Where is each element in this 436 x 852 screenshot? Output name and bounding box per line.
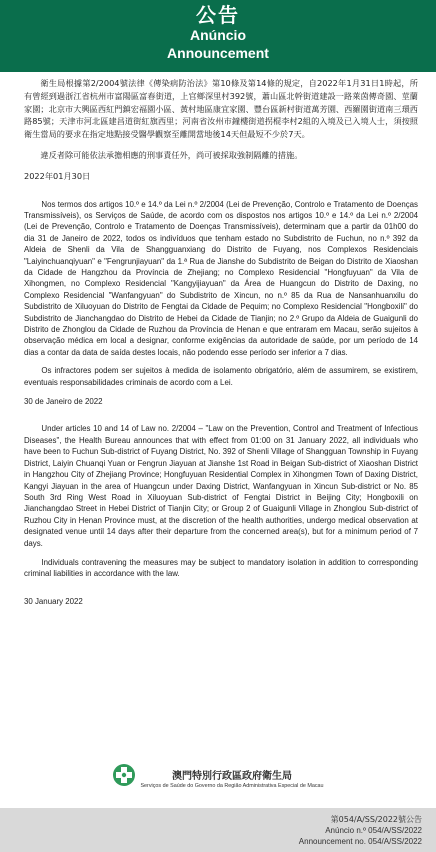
health-bureau-logo-block: [0, 763, 436, 792]
portuguese-paragraph-1: Nos termos dos artigos 10.º e 14.º da Lei n.º 2/2004 (Lei de Prevenção, Controlo e Tratamento de Doenças Transmissíveis), os Serviços de Saúde, de acordo com os dispostos nos artigos 10.º e 14.º da Lei n.º 2/2004 (Lei de Prevenção, Controlo e Tratamento de Doenças Transmissíveis), determinam que a partir da 01h00 do dia 31 de Janeiro de 2022, todos os indivíduos que tenham estado no Subdistrito de Fuchun, no n.º 392 da Aldeia de Shenli da Vila de Shangguanxiang do Distrito de Fuyang, nos Complexos Residenciais "Laiyinchuanqiyuan" e "Fengrunjiayuan" da 1.ª Rua de Jianshe do Subdistrito de Beigan do Distrito de Xiaoshan da Cidade de Hangzhou da Província de Zhejiang; no Complexo Residencial "Hongfuyuan" da Vila de Xihongmen, no Complexo Residencial "Kangyijiayuan" da Área de Huangcun do Distrito de Daxing, no Complexo Residencial "Wanfangyuan" do Subdistrito de Xincun, no n.º 85 da Rua de Nansanhuanxilu do Subdistrito de Xiluoyuan do Distrito de Fengtai da Cidade de Pequim; no Complexo Residencial "Hongboxili" do Subdistrito de Jianchangdao do Distrito de Hebei da Cidade de Tianjin; no 2.º Grupo da Aldeia de Guaigunli do Distrito de Zhonglou da Cidade de Ruzhou da Província de Henan e que entraram em Macau, serão sujeitos à observação médica em local a designar, conforme exigências da autoridade de saúde, por um período de 14 dias a contar da data de saída destes locais, não podendo esse período ser inferior a 7 dias.: [24, 199, 418, 357]
chinese-paragraph-2: 違反者除可能依法承擔相應的刑事責任外，尚可被採取強制隔離的措施。: [40, 149, 303, 160]
title-portuguese: Anúncio: [190, 27, 246, 43]
chinese-date: 2022年01月30日: [24, 170, 91, 181]
announcement-body: [0, 77, 436, 607]
portuguese-paragraph-2: Os infractores podem ser sujeitos à medida de isolamento obrigatório, além de assumirem, se existirem, eventuais responsabilidades criminais de acordo com a Lei.: [24, 366, 418, 387]
english-date: 30 January 2022: [24, 596, 83, 606]
title-english: Announcement: [167, 45, 269, 61]
reference-portuguese: Anúncio n.º 054/A/SS/2022: [325, 826, 422, 835]
reference-english: Announcement no. 054/A/SS/2022: [298, 837, 422, 846]
portuguese-date: 30 de Janeiro de 2022: [24, 397, 103, 407]
org-name-portuguese: Serviços de Saúde do Governo da Região Administrativa Especial de Macau: [140, 782, 324, 789]
reference-chinese: 第054/A/SS/2022號公告: [330, 815, 422, 824]
english-paragraph-1: Under articles 10 and 14 of Law no. 2/2004 – "Law on the Prevention, Control and Treatment of Infectious Diseases", the Health Bureau announces that with effect from 01:00 on 31 January 2022, all individuals who have been to Fuchun Sub-district of Fuyang District, No. 392 of Shenli Village of Shangguan Township in Fuyang District, Laiyin Chuanqi Yuan or Fengrun Jiayuan at Jianshe 1st Road in Beigan Sub-district of Xiaoshan District in Hangzhou City of Zhejiang Province; Hongfuyuan Residential Complex in Xihongmen Town of Daxing District, Kangyi Jiayuan in the area of Huangcun under Daxing District, Wanfangyuan in Xincun Sub-district or No. 85 South 3rd Ring West Road in Xiluoyuan Sub-district of Fengtai District in Beijing City; Hongboxili on Jianchangdao Street in Hebei District of Tianjin City; or Group 2 of Guaigunli Village in Zhonglou Sub-district of Ruzhou City in Henan Province must, at the discretion of the health authorities, undergo medical observation at designated venue until 14 days after their departure from the concerned area(s), but for a minimum period of 7 days.: [24, 424, 418, 548]
chinese-paragraph-1: 衛生局根據第2/2004號法律《傳染病防治法》第10條及第14條的規定，自2022年1月31日1時起，所有曾經到過浙江省杭州市富陽區富春街道，上官鄉深里村392號，蕭山區北幹街道建設一路萊茵傳奇園、莖蘭家園；北京市大興區西紅門鎮宏福園小區、黃村地區康宜家園、豐台區新村街道萬芳園、西羅園街道南三環西路85號；天津市河北區建昌道街紅旗西里；河南省汝州市鐘樓街道拐棍李村2組的入境及已入境人士，須按照衛生當局的要求在指定地點接受醫學觀察至離開當地後14天但最短不少於7天。: [24, 78, 418, 140]
announcement-header: [0, 0, 436, 72]
health-bureau-cross-icon: [112, 763, 136, 792]
title-chinese: 公告: [196, 3, 240, 27]
reference-bar: [0, 808, 436, 852]
english-paragraph-2: Individuals contravening the measures may be subject to mandatory isolation in addition to corresponding criminal liabilities in accordance with the law.: [24, 557, 418, 579]
org-name-chinese: 澳門特別行政區政府衛生局: [172, 770, 292, 782]
